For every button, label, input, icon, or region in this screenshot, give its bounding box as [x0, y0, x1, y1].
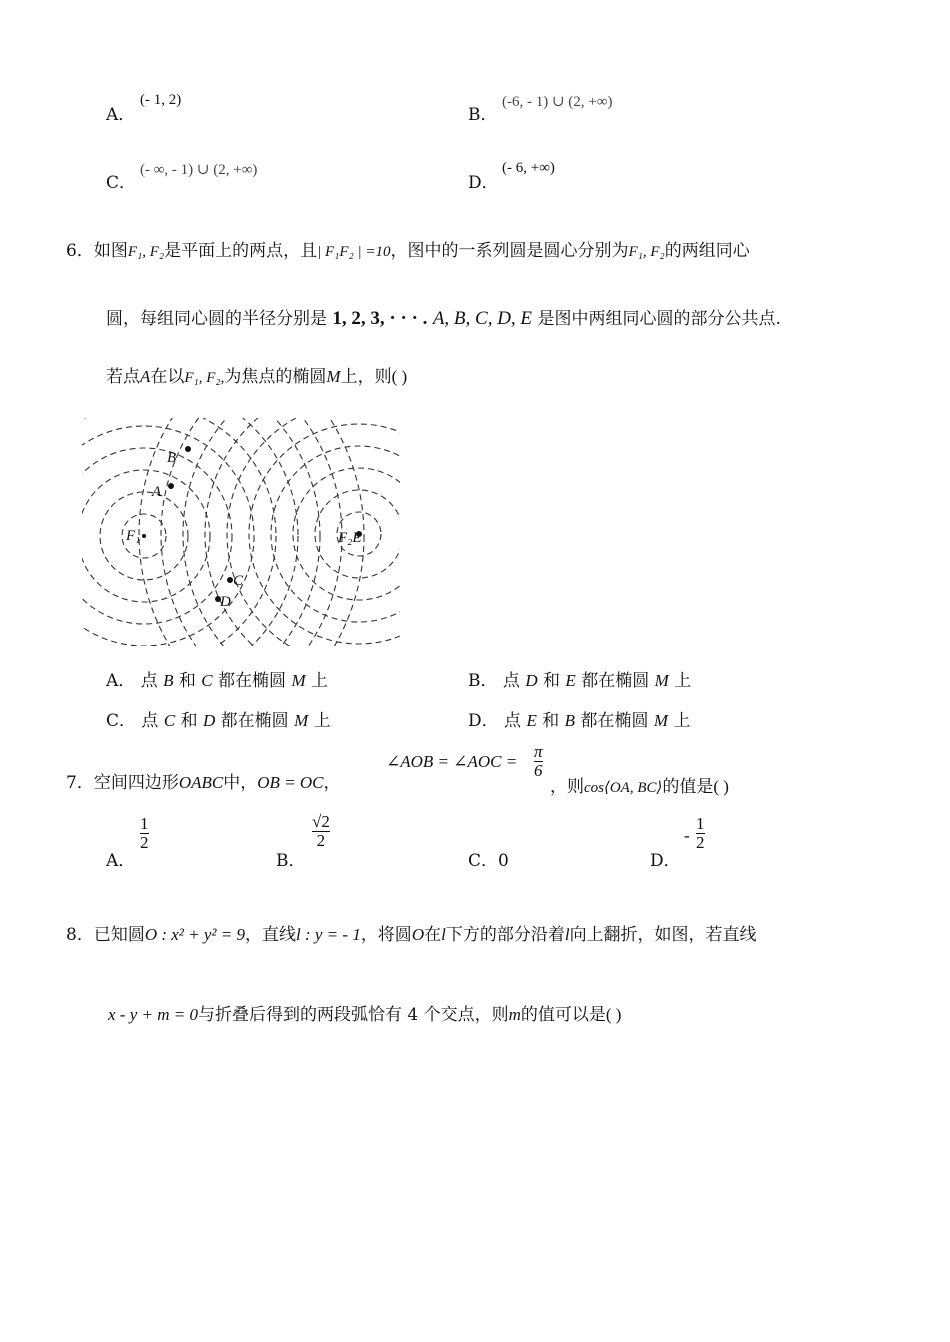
- f2-circle-6: [227, 418, 400, 646]
- label-f1: F₁: [126, 528, 141, 544]
- label-d: D: [220, 594, 231, 610]
- q7-angle: ∠AOB = ∠AOC =: [386, 752, 518, 771]
- label-c: C: [233, 573, 244, 589]
- point-f1: [142, 534, 146, 538]
- label-b: B: [167, 450, 177, 466]
- point-a: [168, 483, 174, 489]
- q6-option-a: A． 点 B 和 C 都在椭圆 M 上: [106, 671, 329, 691]
- q5-option-c-value: (- ∞, - 1) ∪ (2, +∞): [140, 162, 258, 178]
- q7-option-a: A．: [106, 851, 136, 871]
- concentric-circles-figure: [82, 418, 400, 646]
- f2-circle-5: [249, 424, 400, 644]
- q5-option-c: C．: [106, 173, 137, 193]
- q5-option-a: A．: [106, 105, 136, 125]
- q6-number: 6．: [66, 241, 94, 261]
- q8-line-2: x - y + m = 0与折叠后得到的两段弧恰有 4 个交点，则m的值可以是( ): [108, 1005, 622, 1025]
- q6-option-c: C． 点 C 和 D 都在椭圆 M 上: [106, 711, 331, 731]
- q7-option-b: B．: [276, 851, 306, 871]
- q5-option-d-value: (- 6, +∞): [502, 160, 555, 176]
- point-b: [185, 446, 191, 452]
- f1-circle-7: [82, 418, 298, 646]
- q7-stem: 7．空间四边形OABC中，OB = OC，: [66, 773, 341, 793]
- q7-option-b-fraction: $\frac{√2}{2}$: [312, 812, 330, 850]
- label-f2e: F₂E: [338, 530, 362, 546]
- f1-circle-9: [82, 418, 342, 646]
- q5-option-b-value: (-6, - 1) ∪ (2, +∞): [502, 94, 613, 110]
- q7-number: 7．: [66, 773, 94, 793]
- q6-option-d: D． 点 E 和 B 都在椭圆 M 上: [468, 711, 691, 731]
- q6-line-3: 若点A在以F₁, F₂,为焦点的椭圆M上，则( ): [106, 367, 408, 387]
- f1-circle-6: [82, 418, 276, 646]
- q7-option-d-fraction: $\frac{1}{2}$: [696, 814, 705, 852]
- q8-line-1: 8．已知圆O : x² + y² = 9，直线l : y = - 1，将圆O在l下方的部分沿着l向上翻折，如图，若直线: [66, 925, 757, 945]
- q6-option-b: B． 点 D 和 E 都在椭圆 M 上: [468, 671, 692, 691]
- f2-circle-9: [161, 418, 400, 646]
- q7-option-d-sign: -: [684, 826, 690, 845]
- f2-circle-7: [205, 418, 400, 646]
- q5-option-a-value: (- 1, 2): [140, 92, 182, 108]
- q7-option-a-fraction: $\frac{1}{2}$: [140, 814, 149, 852]
- label-a: A: [152, 484, 162, 500]
- q7-pi-fraction: $\frac{\pi}{6}$: [534, 742, 543, 780]
- q8-number: 8．: [66, 925, 94, 945]
- q6-line-2: 圆，每组同心圆的半径分别是 1, 2, 3, · · · . A, B, C, D, E 是图中两组同心圆的部分公共点.: [106, 308, 781, 329]
- q6-line-1: 6．如图F₁, F₂是平面上的两点，且| F₁F₂ | =10，图中的一系列圆是圆心分别为F₁, F₂的两组同心: [66, 241, 750, 261]
- q7-stem-end: ，则cos⟨OA, BC⟩的值是( ): [550, 777, 729, 797]
- q5-option-b: B．: [468, 105, 498, 125]
- q7-option-c: C．0: [468, 851, 509, 871]
- q7-option-d: D．: [650, 851, 681, 871]
- figure-points: [142, 446, 362, 602]
- q5-option-d: D．: [468, 173, 499, 193]
